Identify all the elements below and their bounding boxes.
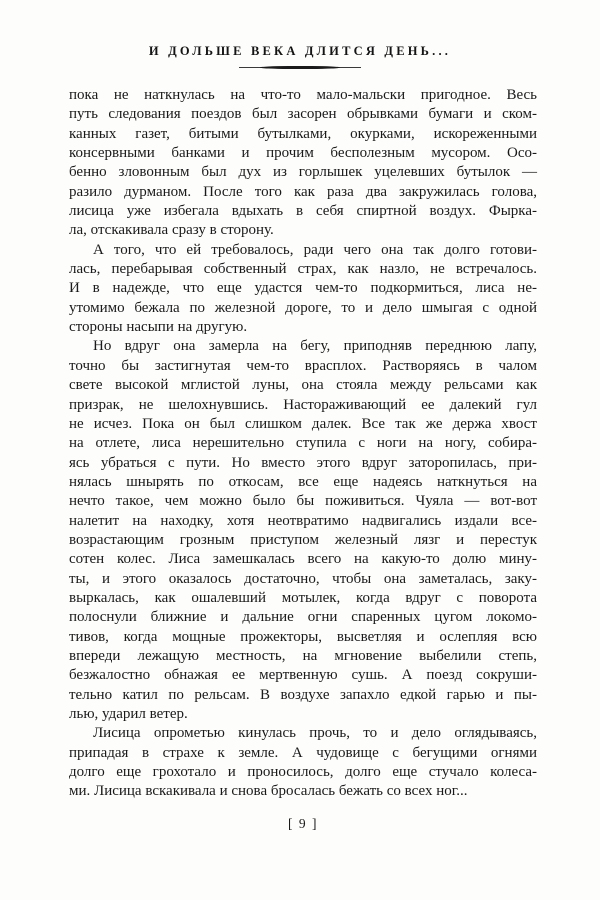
text-line: консервными банками и прочим бесполезным мусором. Осо-	[69, 145, 537, 162]
text-line: призрак, не шелохнувшись. Настораживающий ее далекий гул	[69, 396, 537, 413]
text-line: безжалостно обнажая ее мертвенную сушь. А поезд сокруши-	[69, 667, 537, 684]
text-line: бенно зловонным был дух из горлышек уцелевших бутылок —	[69, 164, 537, 181]
text-line: нечто такое, чем можно было бы поживиться. Чуяла — вот-вот	[69, 493, 537, 510]
text-line: выркалась, как ошалевший мотылек, когда вдруг с поворота	[69, 589, 537, 606]
page-number: [ 9 ]	[288, 816, 318, 831]
text-line: ты, и этого оказалось достаточно, чтобы она заметалась, заку-	[69, 570, 537, 587]
ornament-thick-center	[260, 66, 341, 69]
text-line: утомимо бежала по железной дороге, то и дело шмыгая с одной	[69, 299, 537, 316]
text-line: Но вдруг она замерла на бегу, приподняв переднюю лапу,	[93, 338, 537, 355]
book-title-header: И ДОЛЬШЕ ВЕКА ДЛИТСЯ ДЕНЬ...	[148, 44, 452, 58]
text-line: И в надежде, что еще удастся чем-то подкормиться, лиса не-	[69, 280, 537, 297]
text-line: ла, отскакивала сразу в сторону.	[69, 222, 274, 239]
text-line: точно бы застигнутая чем-то врасплох. Растворяясь в чалом	[69, 357, 537, 374]
text-line: припадая в страхе к земле. А чудовище с бегущими огнями	[69, 744, 537, 761]
body-text-block	[69, 86, 537, 802]
text-line: разило дурманом. После того как раза два закружилась голова,	[69, 183, 537, 200]
text-line: лисица уже избегала вдыхать в себя спиртной воздух. Фырка-	[69, 203, 537, 220]
text-line: канных газет, битыми бутылками, окурками, искореженными	[69, 125, 537, 142]
text-line: полоснули ближние и дальние огни спаренных цугом локомо-	[69, 609, 537, 626]
running-header	[0, 44, 600, 70]
text-line: возрастающим грозным приступом железный лязг и перестук	[69, 531, 537, 548]
text-line: тивов, когда мощные прожекторы, высветляя и ослепляя всю	[69, 628, 537, 645]
text-line: на отлете, лиса нерешительно ступила с ноги на ногу, собира-	[69, 435, 537, 452]
text-line: впереди лежащую местность, на мгновение выбелили степь,	[69, 647, 537, 664]
text-line: ми. Лисица вскакивала и снова бросалась бежать со всех ног...	[69, 783, 468, 800]
text-line: стороны насыпи на другую.	[69, 319, 248, 336]
text-line: лью, ударил ветер.	[69, 706, 188, 722]
text-line: пока не наткнулась на что-то мало-мальски пригодное. Весь	[69, 87, 537, 103]
text-line: лась, перебарывая собственный страх, как назло, не встречалось.	[69, 261, 537, 278]
text-line: путь следования поездов был засорен обрывками бумаги и ском-	[69, 106, 537, 123]
text-line: сотен колес. Лиса замешкалась всего на какую-то долю мину-	[69, 551, 537, 568]
text-line: налетит на находку, хотя неотвратимо надвигались издали все-	[69, 512, 537, 529]
text-line: ясь убраться с пути. Но вместо этого вдруг заторопилась, при-	[69, 454, 537, 471]
text-line: А того, что ей требовалось, ради чего она так долго готови-	[93, 241, 537, 258]
text-line: свете высокой мглистой луны, она стояла между рельсами как	[69, 377, 537, 394]
text-line: Лисица опрометью кинулась прочь, то и дело оглядываясь,	[93, 725, 537, 742]
header-ornament-rule	[239, 65, 361, 70]
text-line: долго еще грохотало и проносилось, долго еще стучало колеса-	[69, 764, 537, 781]
text-line: нялась шнырять по откосам, все еще надеясь наткнуться на	[69, 473, 537, 490]
text-line: тельно катил по рельсам. В воздухе запахло едкой гарью и пы-	[69, 686, 537, 703]
text-line: не исчез. Пока он был слишком далек. Все так же держа хвост	[69, 415, 537, 432]
